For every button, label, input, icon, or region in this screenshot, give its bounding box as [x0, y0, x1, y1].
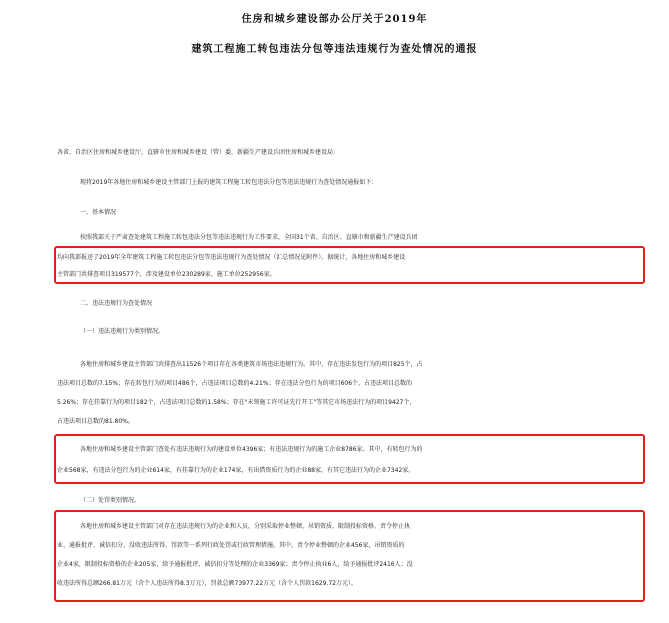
section-2-paragraph-1-line-1: 各地住房和城乡建设主管部门共排查出11526个项目存在各类建筑市场违法违规行为。其中，存在违法发包行为的项目825个，占: [80, 361, 423, 368]
section-2-paragraph-1-line-2: 违法项目总数的7.15%；存在转包行为的项目486个，占违法项目总数的4.21%；存在违法分包行为的项目606个，占违法项目总数的: [57, 380, 413, 387]
section-2-paragraph-3-line-4: 收违法所得总额266.81万元（含个人违法所得8.3万元），罚款总额73977.22万元（含个人罚款1629.72万元）。: [57, 580, 357, 587]
section-2-paragraph-2-line-2: 企业568家，有违法分包行为的企业614家，有挂靠行为的企业174家，有出借资质行为的企业88家，有其它违法行为的企业7342家。: [57, 467, 415, 474]
document-title-line-2: 建筑工程施工转包违法分包等违法违规行为查处情况的通报: [191, 44, 478, 55]
section-1-heading: 一、基本情况: [80, 209, 117, 216]
section-1-paragraph-line-1: 按照我部关于严肃查处建筑工程施工转包违法分包等违法违规行为工作要求，全国31个省、自治区、直辖市和新疆生产建设兵团: [80, 234, 418, 241]
section-2-paragraph-3-line-1: 各地住房和城乡建设主管部门对存在违法违规行为的企业和人员，分别采取停业整顿、吊销资质、限制投标资格、责令停止执: [80, 523, 411, 530]
document-title-line-1: 住房和城乡建设部办公厅关于2019年: [241, 14, 428, 25]
section-2-subheading-1: （一）违法违规行为类别情况。: [80, 328, 165, 335]
section-2-paragraph-3-line-3: 企业4家，限制投标资格的企业205家，给予通报批评、诚信扣分等处理的企业3369家；责令停止执业6人，给予通报批评2416人；没: [57, 561, 413, 568]
section-2-heading: 二、违法违规行为查处情况: [80, 300, 153, 307]
section-1-paragraph-line-3: 主管部门共排查项目319577个，涉及建设单位230289家、施工单位252956家。: [57, 271, 276, 278]
section-2-paragraph-2-line-1: 各地住房和城乡建设主管部门查处有违法违规行为的建设单位4396家；有违法违规行为的施工企业8786家。其中，有转包行为的: [80, 446, 423, 453]
section-2-paragraph-3-line-2: 业、通报批评、诚信扣分、没收违法所得、罚款等一系列行政处罚或行政管理措施。其中，责令停业整顿的企业456家，吊销资质的: [57, 542, 405, 549]
intro-paragraph: 现将2019年各地住房和城乡建设主管部门上报的建筑工程施工转包违法分包等违法违规行为查处情况通报如下：: [80, 179, 378, 186]
section-2-paragraph-1-line-4: 占违法项目总数的81.80%。: [57, 418, 134, 425]
section-1-paragraph-line-2: 均向我部报送了2019年全年建筑工程施工转包违法分包等违法违规行为查处情况（汇总情况见附件）。据统计，各地住房和城乡建设: [57, 254, 406, 261]
addressee: 各省、自治区住房和城乡建设厅，直辖市住房和城乡建设（管）委，新疆生产建设兵团住房和城乡建设局：: [57, 149, 340, 156]
section-2-subheading-2: （二）处罚类别情况。: [80, 497, 141, 504]
section-2-paragraph-1-line-3: 5.26%；存在挂靠行为的项目182个，占违法项目总数的1.58%；存在"未领施工许可证先行开工"等其它市场违法行为的项目9427个，: [57, 399, 416, 406]
